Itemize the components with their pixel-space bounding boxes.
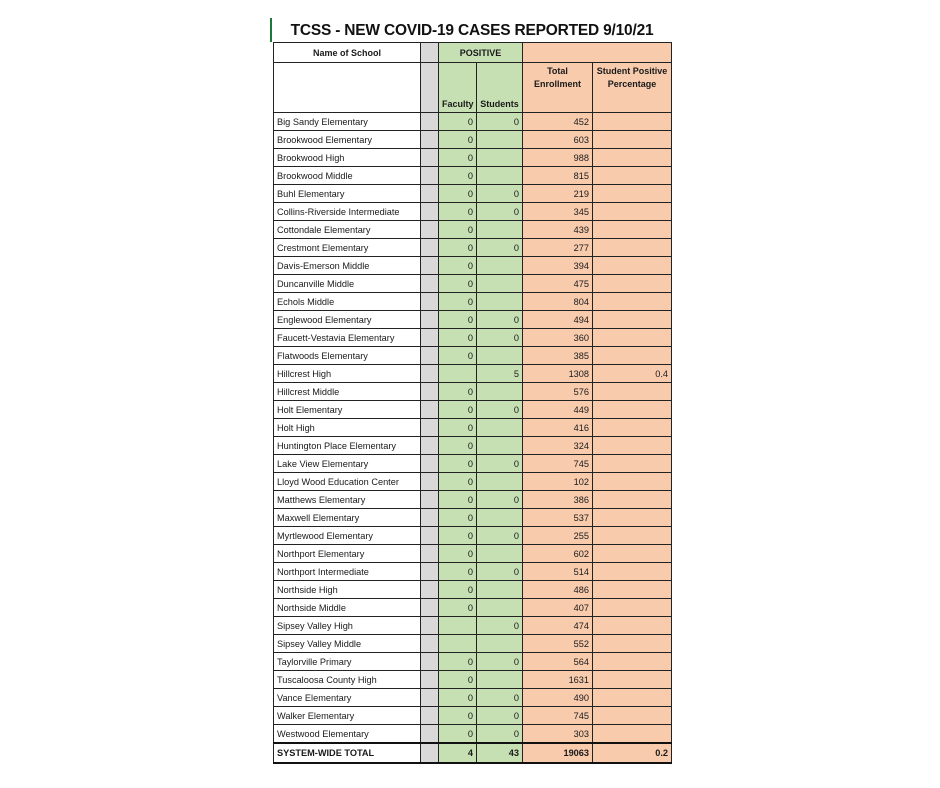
faculty-cases: 0 (439, 653, 477, 671)
spacer-cell (421, 455, 439, 473)
total-enrollment: 815 (523, 167, 593, 185)
student-positive-percentage (593, 383, 672, 401)
school-name: Englewood Elementary (274, 311, 421, 329)
total-enrollment: 552 (523, 635, 593, 653)
total-enrollment: 102 (523, 473, 593, 491)
total-enrollment: 416 (523, 419, 593, 437)
school-name: Huntington Place Elementary (274, 437, 421, 455)
spacer-cell (421, 63, 439, 113)
school-row (274, 527, 672, 545)
total-percentage: 0.2 (593, 743, 672, 763)
total-enrollment: 255 (523, 527, 593, 545)
spacer-cell (421, 257, 439, 275)
header-row-1 (274, 43, 672, 63)
school-name: Sipsey Valley High (274, 617, 421, 635)
school-row (274, 581, 672, 599)
school-row (274, 329, 672, 347)
school-name: Flatwoods Elementary (274, 347, 421, 365)
school-row (274, 347, 672, 365)
spacer-cell (421, 221, 439, 239)
student-cases (477, 167, 523, 185)
header-faculty: Faculty (439, 63, 477, 113)
spacer-cell (421, 707, 439, 725)
student-positive-percentage (593, 131, 672, 149)
total-enrollment: 564 (523, 653, 593, 671)
total-enrollment: 303 (523, 725, 593, 744)
school-row (274, 671, 672, 689)
school-row (274, 113, 672, 131)
total-enrollment: 386 (523, 491, 593, 509)
school-name: Hillcrest Middle (274, 383, 421, 401)
school-row (274, 167, 672, 185)
faculty-cases: 0 (439, 563, 477, 581)
total-enrollment: 745 (523, 707, 593, 725)
student-positive-percentage (593, 563, 672, 581)
school-name: Duncanville Middle (274, 275, 421, 293)
student-cases (477, 473, 523, 491)
student-cases: 0 (477, 563, 523, 581)
student-cases: 0 (477, 491, 523, 509)
total-enrollment: 576 (523, 383, 593, 401)
spacer-cell (421, 149, 439, 167)
cases-table (273, 42, 672, 764)
student-positive-percentage (593, 455, 672, 473)
total-enrollment: 474 (523, 617, 593, 635)
school-row (274, 293, 672, 311)
faculty-cases: 0 (439, 671, 477, 689)
school-row (274, 599, 672, 617)
header-students: Students (477, 63, 523, 113)
total-students: 43 (477, 743, 523, 763)
header-row-2 (274, 63, 672, 113)
school-row (274, 689, 672, 707)
spacer-cell (421, 653, 439, 671)
spacer-cell (421, 113, 439, 131)
school-name: Northport Elementary (274, 545, 421, 563)
school-row (274, 131, 672, 149)
faculty-cases: 0 (439, 599, 477, 617)
school-row (274, 365, 672, 383)
faculty-cases: 0 (439, 239, 477, 257)
student-cases: 0 (477, 329, 523, 347)
student-cases: 0 (477, 707, 523, 725)
spacer-cell (421, 509, 439, 527)
faculty-cases: 0 (439, 473, 477, 491)
student-cases (477, 257, 523, 275)
spacer-cell (421, 365, 439, 383)
total-enrollment: 345 (523, 203, 593, 221)
spacer-cell (421, 581, 439, 599)
school-row (274, 491, 672, 509)
faculty-cases: 0 (439, 347, 477, 365)
school-name: Echols Middle (274, 293, 421, 311)
student-cases: 0 (477, 527, 523, 545)
student-cases (477, 671, 523, 689)
spacer-cell (421, 635, 439, 653)
student-positive-percentage: 0.4 (593, 365, 672, 383)
student-cases: 0 (477, 203, 523, 221)
faculty-cases: 0 (439, 131, 477, 149)
school-row (274, 221, 672, 239)
school-row (274, 383, 672, 401)
school-name: Lake View Elementary (274, 455, 421, 473)
faculty-cases: 0 (439, 707, 477, 725)
student-cases (477, 419, 523, 437)
spacer-cell (421, 473, 439, 491)
student-cases: 5 (477, 365, 523, 383)
student-cases (477, 509, 523, 527)
spacer-cell (421, 491, 439, 509)
student-positive-percentage (593, 185, 672, 203)
total-enrollment: 494 (523, 311, 593, 329)
school-row (274, 437, 672, 455)
student-positive-percentage (593, 419, 672, 437)
student-positive-percentage (593, 653, 672, 671)
student-cases: 0 (477, 185, 523, 203)
school-row (274, 401, 672, 419)
spacer-cell (421, 419, 439, 437)
total-faculty: 4 (439, 743, 477, 763)
student-positive-percentage (593, 149, 672, 167)
faculty-cases: 0 (439, 257, 477, 275)
school-name: Collins-Riverside Intermediate (274, 203, 421, 221)
spacer-cell (421, 131, 439, 149)
student-positive-percentage (593, 329, 672, 347)
faculty-cases: 0 (439, 221, 477, 239)
total-enrollment: 324 (523, 437, 593, 455)
student-cases (477, 149, 523, 167)
school-name: Lloyd Wood Education Center (274, 473, 421, 491)
school-name: Brookwood Middle (274, 167, 421, 185)
spacer-cell (421, 401, 439, 419)
faculty-cases: 0 (439, 167, 477, 185)
total-enrollment: 804 (523, 293, 593, 311)
student-positive-percentage (593, 257, 672, 275)
total-label: SYSTEM-WIDE TOTAL (274, 743, 421, 763)
total-enrollment: 475 (523, 275, 593, 293)
faculty-cases: 0 (439, 581, 477, 599)
student-positive-percentage (593, 275, 672, 293)
student-cases (477, 293, 523, 311)
spacer-cell (421, 743, 439, 763)
student-positive-percentage (593, 473, 672, 491)
spacer-cell (421, 43, 439, 63)
total-enrollment: 486 (523, 581, 593, 599)
school-name: Tuscaloosa County High (274, 671, 421, 689)
spacer-cell (421, 527, 439, 545)
school-row (274, 617, 672, 635)
spacer-cell (421, 239, 439, 257)
school-name: Northport Intermediate (274, 563, 421, 581)
student-cases: 0 (477, 455, 523, 473)
total-enrollment: 385 (523, 347, 593, 365)
spacer-cell (421, 329, 439, 347)
faculty-cases: 0 (439, 113, 477, 131)
school-row (274, 455, 672, 473)
faculty-cases: 0 (439, 311, 477, 329)
total-enrollment: 449 (523, 401, 593, 419)
faculty-cases: 0 (439, 293, 477, 311)
student-positive-percentage (593, 509, 672, 527)
school-row (274, 725, 672, 744)
total-row (274, 743, 672, 763)
student-cases (477, 545, 523, 563)
header-total-enrollment: Total Enrollment (523, 63, 593, 113)
total-enrollment: 603 (523, 131, 593, 149)
spacer-cell (421, 599, 439, 617)
student-cases: 0 (477, 113, 523, 131)
school-name: Brookwood High (274, 149, 421, 167)
school-name: Myrtlewood Elementary (274, 527, 421, 545)
sheet-title: TCSS - NEW COVID-19 CASES REPORTED 9/10/21 (290, 22, 654, 39)
school-name: Holt High (274, 419, 421, 437)
school-row (274, 257, 672, 275)
student-positive-percentage (593, 167, 672, 185)
spacer-cell (421, 383, 439, 401)
total-enrollment: 219 (523, 185, 593, 203)
total-enrollment: 407 (523, 599, 593, 617)
spacer-cell (421, 275, 439, 293)
header-student-positive-percentage: Student Positive Percentage (593, 63, 672, 113)
school-name: Maxwell Elementary (274, 509, 421, 527)
spacer-cell (421, 167, 439, 185)
school-row (274, 635, 672, 653)
faculty-cases: 0 (439, 527, 477, 545)
faculty-cases: 0 (439, 437, 477, 455)
school-name: Big Sandy Elementary (274, 113, 421, 131)
student-cases (477, 383, 523, 401)
student-cases (477, 275, 523, 293)
school-name: Westwood Elementary (274, 725, 421, 744)
student-cases: 0 (477, 239, 523, 257)
total-enrollment: 452 (523, 113, 593, 131)
student-positive-percentage (593, 437, 672, 455)
school-name: Davis-Emerson Middle (274, 257, 421, 275)
school-name: Walker Elementary (274, 707, 421, 725)
school-name: Holt Elementary (274, 401, 421, 419)
student-positive-percentage (593, 725, 672, 744)
total-enrollment: 360 (523, 329, 593, 347)
student-cases (477, 131, 523, 149)
student-cases: 0 (477, 653, 523, 671)
spacer-cell (421, 437, 439, 455)
school-name: Vance Elementary (274, 689, 421, 707)
student-cases (477, 581, 523, 599)
school-row (274, 275, 672, 293)
faculty-cases: 0 (439, 185, 477, 203)
faculty-cases: 0 (439, 689, 477, 707)
total-enrollment: 988 (523, 149, 593, 167)
faculty-cases (439, 617, 477, 635)
faculty-cases (439, 365, 477, 383)
student-positive-percentage (593, 401, 672, 419)
student-cases (477, 599, 523, 617)
school-row (274, 509, 672, 527)
header-blank-orange (523, 43, 672, 63)
school-row (274, 545, 672, 563)
student-positive-percentage (593, 239, 672, 257)
school-row (274, 149, 672, 167)
total-enrollment: 1631 (523, 671, 593, 689)
student-positive-percentage (593, 599, 672, 617)
faculty-cases: 0 (439, 329, 477, 347)
school-name: Buhl Elementary (274, 185, 421, 203)
total-enrollment: 1308 (523, 365, 593, 383)
school-row (274, 311, 672, 329)
school-name: Taylorville Primary (274, 653, 421, 671)
student-cases (477, 221, 523, 239)
total-enrollment: 394 (523, 257, 593, 275)
faculty-cases: 0 (439, 203, 477, 221)
faculty-cases: 0 (439, 419, 477, 437)
student-positive-percentage (593, 635, 672, 653)
school-row (274, 239, 672, 257)
student-positive-percentage (593, 221, 672, 239)
student-positive-percentage (593, 347, 672, 365)
student-positive-percentage (593, 671, 672, 689)
spacer-cell (421, 293, 439, 311)
school-name: Cottondale Elementary (274, 221, 421, 239)
student-positive-percentage (593, 545, 672, 563)
faculty-cases: 0 (439, 455, 477, 473)
total-enrollment: 745 (523, 455, 593, 473)
total-enrollment: 602 (523, 545, 593, 563)
spacer-cell (421, 203, 439, 221)
total-enrollment: 439 (523, 221, 593, 239)
student-positive-percentage (593, 203, 672, 221)
student-positive-percentage (593, 491, 672, 509)
total-enrollment: 19063 (523, 743, 593, 763)
student-cases: 0 (477, 725, 523, 744)
school-name: Northside Middle (274, 599, 421, 617)
school-row (274, 473, 672, 491)
total-enrollment: 537 (523, 509, 593, 527)
total-enrollment: 514 (523, 563, 593, 581)
school-row (274, 419, 672, 437)
school-name: Sipsey Valley Middle (274, 635, 421, 653)
faculty-cases: 0 (439, 275, 477, 293)
faculty-cases: 0 (439, 401, 477, 419)
spacer-cell (421, 563, 439, 581)
school-row (274, 185, 672, 203)
student-positive-percentage (593, 581, 672, 599)
spacer-cell (421, 689, 439, 707)
school-name: Crestmont Elementary (274, 239, 421, 257)
student-cases: 0 (477, 401, 523, 419)
student-positive-percentage (593, 617, 672, 635)
faculty-cases: 0 (439, 725, 477, 744)
school-name: Faucett-Vestavia Elementary (274, 329, 421, 347)
faculty-cases: 0 (439, 509, 477, 527)
student-positive-percentage (593, 311, 672, 329)
student-positive-percentage (593, 689, 672, 707)
header-positive: POSITIVE (439, 43, 523, 63)
school-name: Brookwood Elementary (274, 131, 421, 149)
school-row (274, 653, 672, 671)
student-positive-percentage (593, 113, 672, 131)
spacer-cell (421, 545, 439, 563)
spacer-cell (421, 185, 439, 203)
school-row (274, 707, 672, 725)
faculty-cases: 0 (439, 491, 477, 509)
spacer-cell (421, 725, 439, 744)
total-enrollment: 277 (523, 239, 593, 257)
student-cases (477, 635, 523, 653)
student-cases (477, 437, 523, 455)
school-row (274, 563, 672, 581)
faculty-cases: 0 (439, 149, 477, 167)
header-blank (274, 63, 421, 113)
spacer-cell (421, 311, 439, 329)
sheet-edge-marker (270, 18, 272, 42)
covid-cases-sheet (273, 18, 671, 764)
student-positive-percentage (593, 293, 672, 311)
student-cases: 0 (477, 689, 523, 707)
faculty-cases (439, 635, 477, 653)
total-enrollment: 490 (523, 689, 593, 707)
student-cases: 0 (477, 311, 523, 329)
header-name-of-school: Name of School (274, 43, 421, 63)
school-name: Northside High (274, 581, 421, 599)
student-cases (477, 347, 523, 365)
spacer-cell (421, 671, 439, 689)
student-cases: 0 (477, 617, 523, 635)
spacer-cell (421, 617, 439, 635)
spacer-cell (421, 347, 439, 365)
student-positive-percentage (593, 707, 672, 725)
school-name: Matthews Elementary (274, 491, 421, 509)
faculty-cases: 0 (439, 383, 477, 401)
student-positive-percentage (593, 527, 672, 545)
school-name: Hillcrest High (274, 365, 421, 383)
faculty-cases: 0 (439, 545, 477, 563)
school-row (274, 203, 672, 221)
